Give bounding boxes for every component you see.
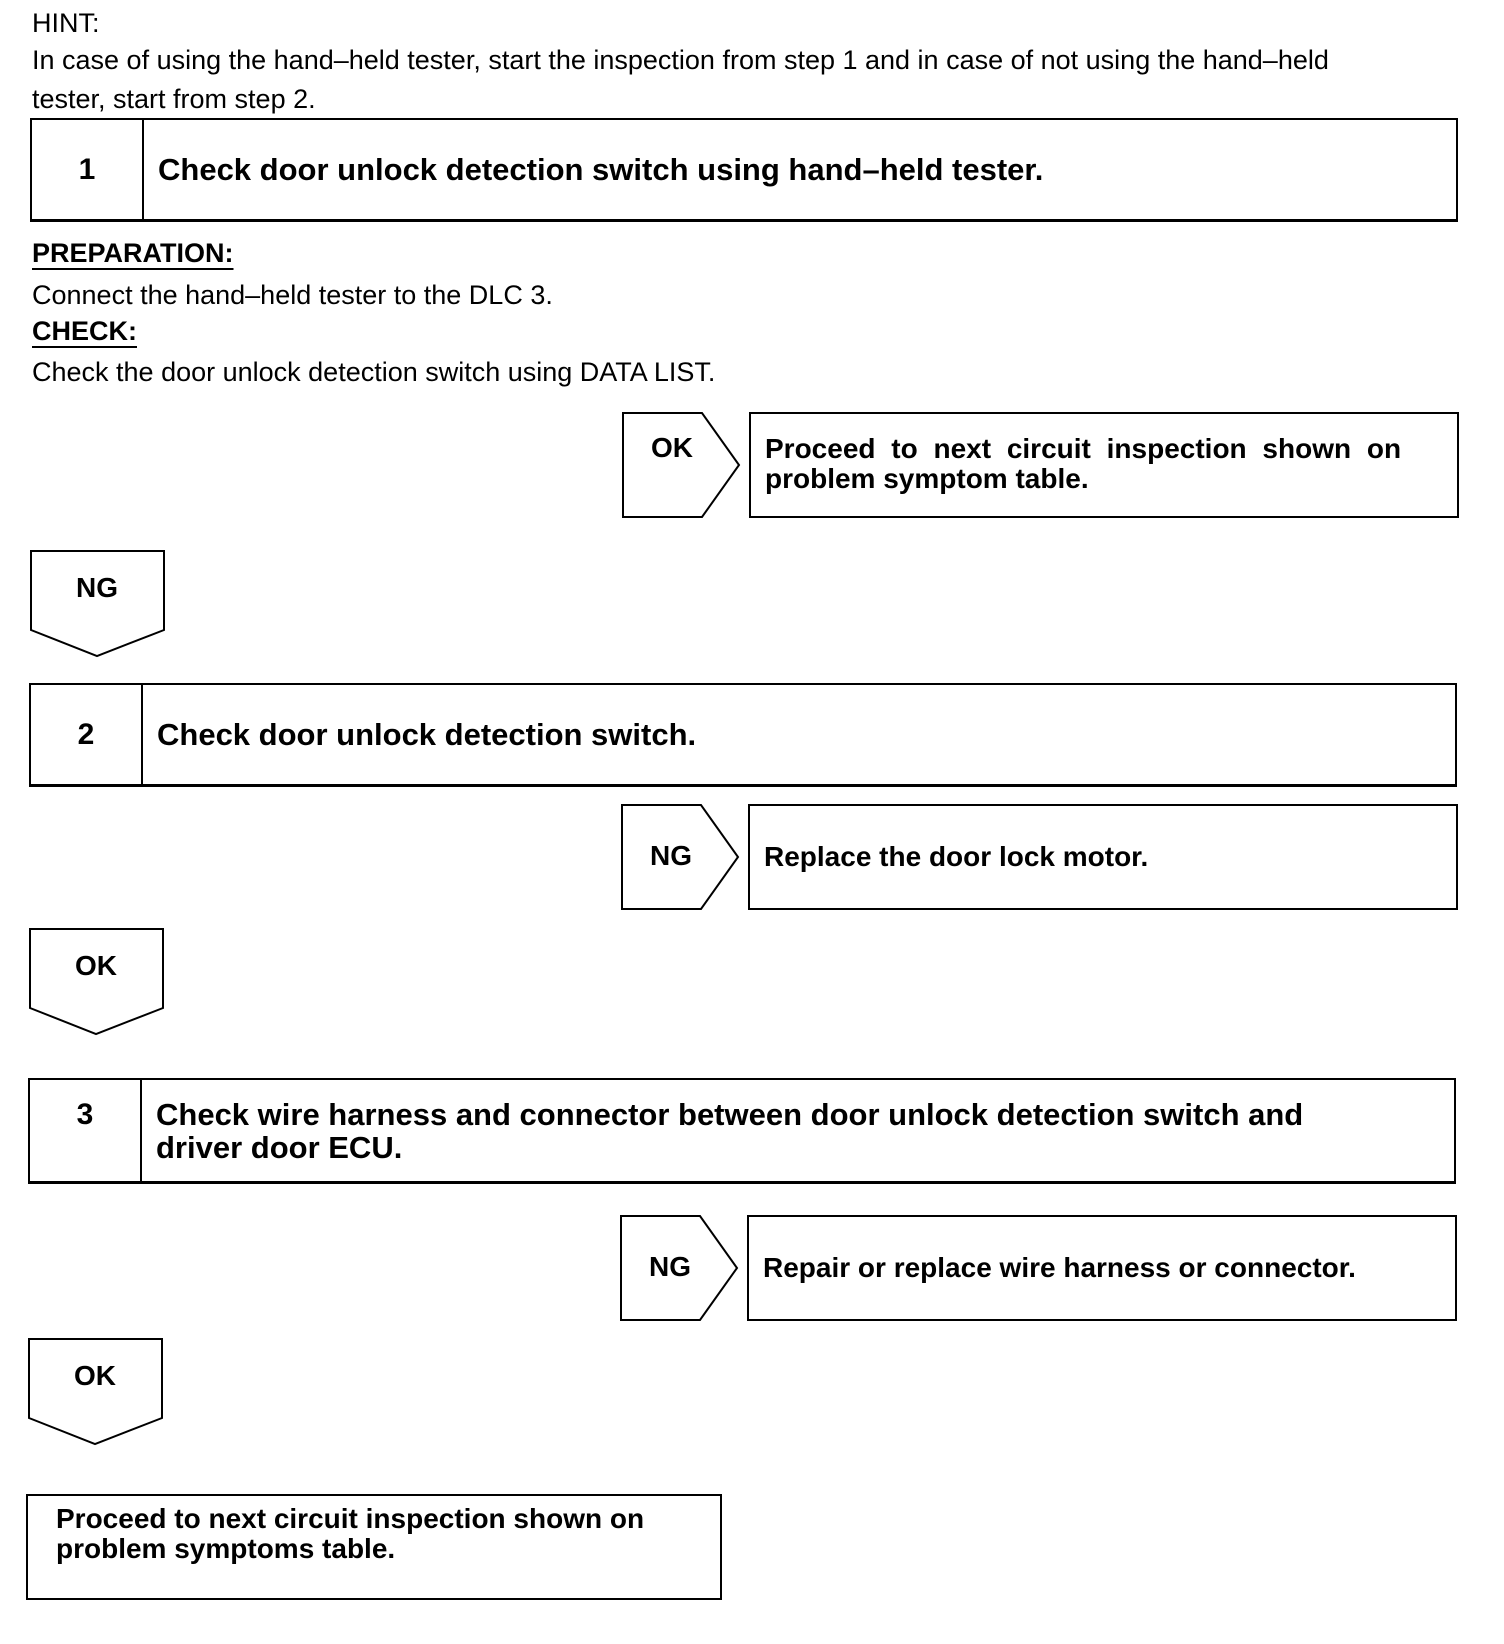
step-2-number: 2 <box>31 685 143 784</box>
check-label: CHECK: <box>32 316 137 346</box>
step-3-ng-result <box>747 1215 1457 1321</box>
step-2-title: Check door unlock detection switch. <box>157 717 697 752</box>
preparation-text: Connect the hand–held tester to the DLC 3. <box>32 280 553 310</box>
arrow-down-icon <box>28 1338 164 1448</box>
preparation-label: PREPARATION: <box>32 238 234 268</box>
step-1-box <box>30 118 1458 222</box>
step-1-ok-result-line1: Proceed to next circuit inspection shown on <box>765 433 1402 464</box>
final-result-box <box>26 1494 722 1600</box>
step-3-title-line2: driver door ECU. <box>156 1130 403 1165</box>
arrow-down-icon <box>30 550 166 660</box>
step-1-ok-result-line2: problem symptom table. <box>765 463 1089 494</box>
final-result-line1: Proceed to next circuit inspection shown on <box>56 1503 645 1534</box>
step-1-ng-label: NG <box>76 572 118 603</box>
step-3-ok-arrow <box>28 1338 164 1448</box>
step-1-ng-arrow <box>30 550 166 660</box>
check-text: Check the door unlock detection switch using DATA LIST. <box>32 357 716 387</box>
step-2-ok-label: OK <box>75 950 117 981</box>
step-1-title: Check door unlock detection switch using hand–held tester. <box>158 152 1044 187</box>
step-1-number: 1 <box>32 120 144 219</box>
step-3-box <box>28 1078 1456 1184</box>
step-2-box <box>29 683 1457 787</box>
arrow-right-icon <box>622 412 744 518</box>
step-2-ng-label: NG <box>650 840 692 871</box>
step-1-ok-arrow <box>622 412 744 518</box>
hint-label: HINT: <box>32 8 100 38</box>
step-2-ng-result <box>748 804 1458 910</box>
arrow-down-icon <box>29 928 165 1038</box>
step-1-ok-result <box>749 412 1459 518</box>
step-3-number: 3 <box>30 1080 142 1181</box>
hint-text-line1: In case of using the hand–held tester, start the inspection from step 1 and in case of not using the hand–held <box>32 45 1329 75</box>
step-3-ng-label: NG <box>649 1251 691 1282</box>
step-3-ng-result-text: Repair or replace wire harness or connector. <box>763 1252 1356 1283</box>
hint-text-line2: tester, start from step 2. <box>32 84 316 114</box>
step-3-ng-arrow <box>620 1215 742 1321</box>
step-2-ok-arrow <box>29 928 165 1038</box>
step-3-ok-label: OK <box>74 1360 116 1391</box>
step-2-ng-result-text: Replace the door lock motor. <box>764 841 1149 872</box>
step-2-ng-arrow <box>621 804 743 910</box>
step-1-ok-label: OK <box>651 432 693 463</box>
step-3-title-line1: Check wire harness and connector between door unlock detection switch and <box>156 1097 1304 1132</box>
final-result-line2: problem symptoms table. <box>56 1533 396 1564</box>
step-3-title <box>142 1080 1454 1181</box>
